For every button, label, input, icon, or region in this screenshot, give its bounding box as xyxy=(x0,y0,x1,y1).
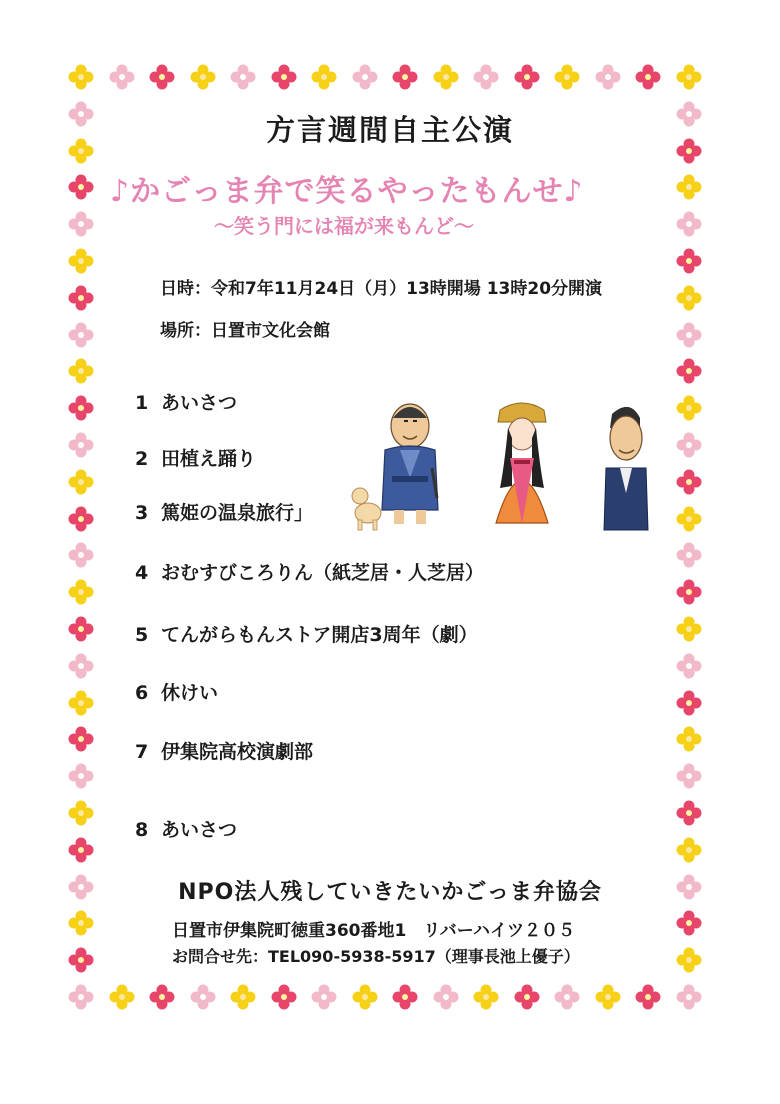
flower-icon xyxy=(676,653,702,679)
flower-icon xyxy=(68,579,94,605)
program-item: 7 伊集院高校演劇部 xyxy=(135,741,314,763)
flower-icon xyxy=(352,984,378,1010)
flower-icon xyxy=(68,322,94,348)
flower-icon xyxy=(352,64,378,90)
flower-icon xyxy=(514,984,540,1010)
flower-icon xyxy=(595,64,621,90)
flower-icon xyxy=(311,64,337,90)
flower-icon xyxy=(676,690,702,716)
organization-name: NPO法人残していきたいかごっま弁協会 xyxy=(178,880,602,905)
character-illustrations xyxy=(340,398,650,538)
samurai-figure xyxy=(382,404,438,524)
flower-icon xyxy=(676,763,702,789)
flower-icon xyxy=(676,174,702,200)
program-item: 8 あいさつ xyxy=(135,819,238,841)
flower-icon xyxy=(676,726,702,752)
contact-info: お問合せ先：TEL090-5938-5917（理事長池上優子） xyxy=(172,947,580,966)
flower-icon xyxy=(676,910,702,936)
flower-icon xyxy=(68,174,94,200)
flower-icon xyxy=(68,285,94,311)
flower-icon xyxy=(271,984,297,1010)
flower-icon xyxy=(473,984,499,1010)
flower-icon xyxy=(68,726,94,752)
flower-icon xyxy=(676,322,702,348)
flower-icon xyxy=(676,542,702,568)
flower-icon xyxy=(271,64,297,90)
flower-icon xyxy=(109,984,135,1010)
program-item: 1 あいさつ xyxy=(135,392,238,414)
program-item: 5 てんがらもんストア開店3周年（劇） xyxy=(135,624,478,646)
flower-icon xyxy=(676,506,702,532)
flower-icon xyxy=(676,432,702,458)
flower-icon xyxy=(676,211,702,237)
flower-icon xyxy=(473,64,499,90)
flower-icon xyxy=(230,64,256,90)
flower-icon xyxy=(68,837,94,863)
page-title: 方言週間自主公演 xyxy=(265,113,514,147)
samurai-portrait-figure xyxy=(604,407,648,530)
flower-icon xyxy=(676,469,702,495)
flower-icon xyxy=(311,984,337,1010)
flower-icon xyxy=(68,800,94,826)
flower-icon xyxy=(68,910,94,936)
flower-icon xyxy=(68,506,94,532)
program-item: 2 田植え踊り xyxy=(135,448,257,470)
program-item: 6 休けい xyxy=(135,682,219,704)
flower-icon xyxy=(676,395,702,421)
flower-icon xyxy=(68,653,94,679)
flower-icon xyxy=(149,984,175,1010)
flower-icon xyxy=(676,616,702,642)
flower-icon xyxy=(68,64,94,90)
flower-icon xyxy=(514,64,540,90)
flower-icon xyxy=(595,984,621,1010)
flower-icon xyxy=(230,984,256,1010)
flower-icon xyxy=(190,64,216,90)
flower-icon xyxy=(68,358,94,384)
flower-icon xyxy=(433,984,459,1010)
flower-icon xyxy=(190,984,216,1010)
princess-figure xyxy=(496,403,548,523)
flower-icon xyxy=(149,64,175,90)
flower-icon xyxy=(676,837,702,863)
flower-icon xyxy=(68,395,94,421)
flower-icon xyxy=(68,432,94,458)
flower-icon xyxy=(392,984,418,1010)
event-tagline: ～笑う門には福が来もんど～ xyxy=(214,214,474,238)
flower-icon xyxy=(433,64,459,90)
program-item: 4 おむすびころりん（紙芝居・人芝居） xyxy=(135,562,485,584)
organization-address: 日置市伊集院町徳重360番地1 リバーハイツ２０５ xyxy=(172,921,575,941)
program-item: 3 篤姫の温泉旅行」 xyxy=(135,502,314,524)
flower-icon xyxy=(676,800,702,826)
event-venue: 場所：日置市文化会館 xyxy=(160,321,330,341)
flower-icon xyxy=(68,542,94,568)
flower-icon xyxy=(676,579,702,605)
flower-icon xyxy=(676,984,702,1010)
flower-icon xyxy=(676,358,702,384)
flower-icon xyxy=(68,616,94,642)
flower-icon xyxy=(635,984,661,1010)
flower-icon xyxy=(68,763,94,789)
flower-icon xyxy=(676,947,702,973)
flower-icon xyxy=(676,285,702,311)
flower-icon xyxy=(676,64,702,90)
flower-icon xyxy=(554,984,580,1010)
flower-icon xyxy=(109,64,135,90)
flower-icon xyxy=(554,64,580,90)
flower-icon xyxy=(68,248,94,274)
flower-icon xyxy=(68,211,94,237)
flower-icon xyxy=(676,248,702,274)
event-subtitle: ♪かごっま弁で笑るやったもんせ♪ xyxy=(110,174,584,209)
event-datetime: 日時：令和7年11月24日（月）13時開場 13時20分開演 xyxy=(160,279,603,299)
flower-icon xyxy=(68,984,94,1010)
flower-icon xyxy=(635,64,661,90)
flower-icon xyxy=(68,690,94,716)
dog-illustration xyxy=(352,488,381,530)
flower-icon xyxy=(392,64,418,90)
flower-icon xyxy=(68,947,94,973)
flower-icon xyxy=(68,469,94,495)
